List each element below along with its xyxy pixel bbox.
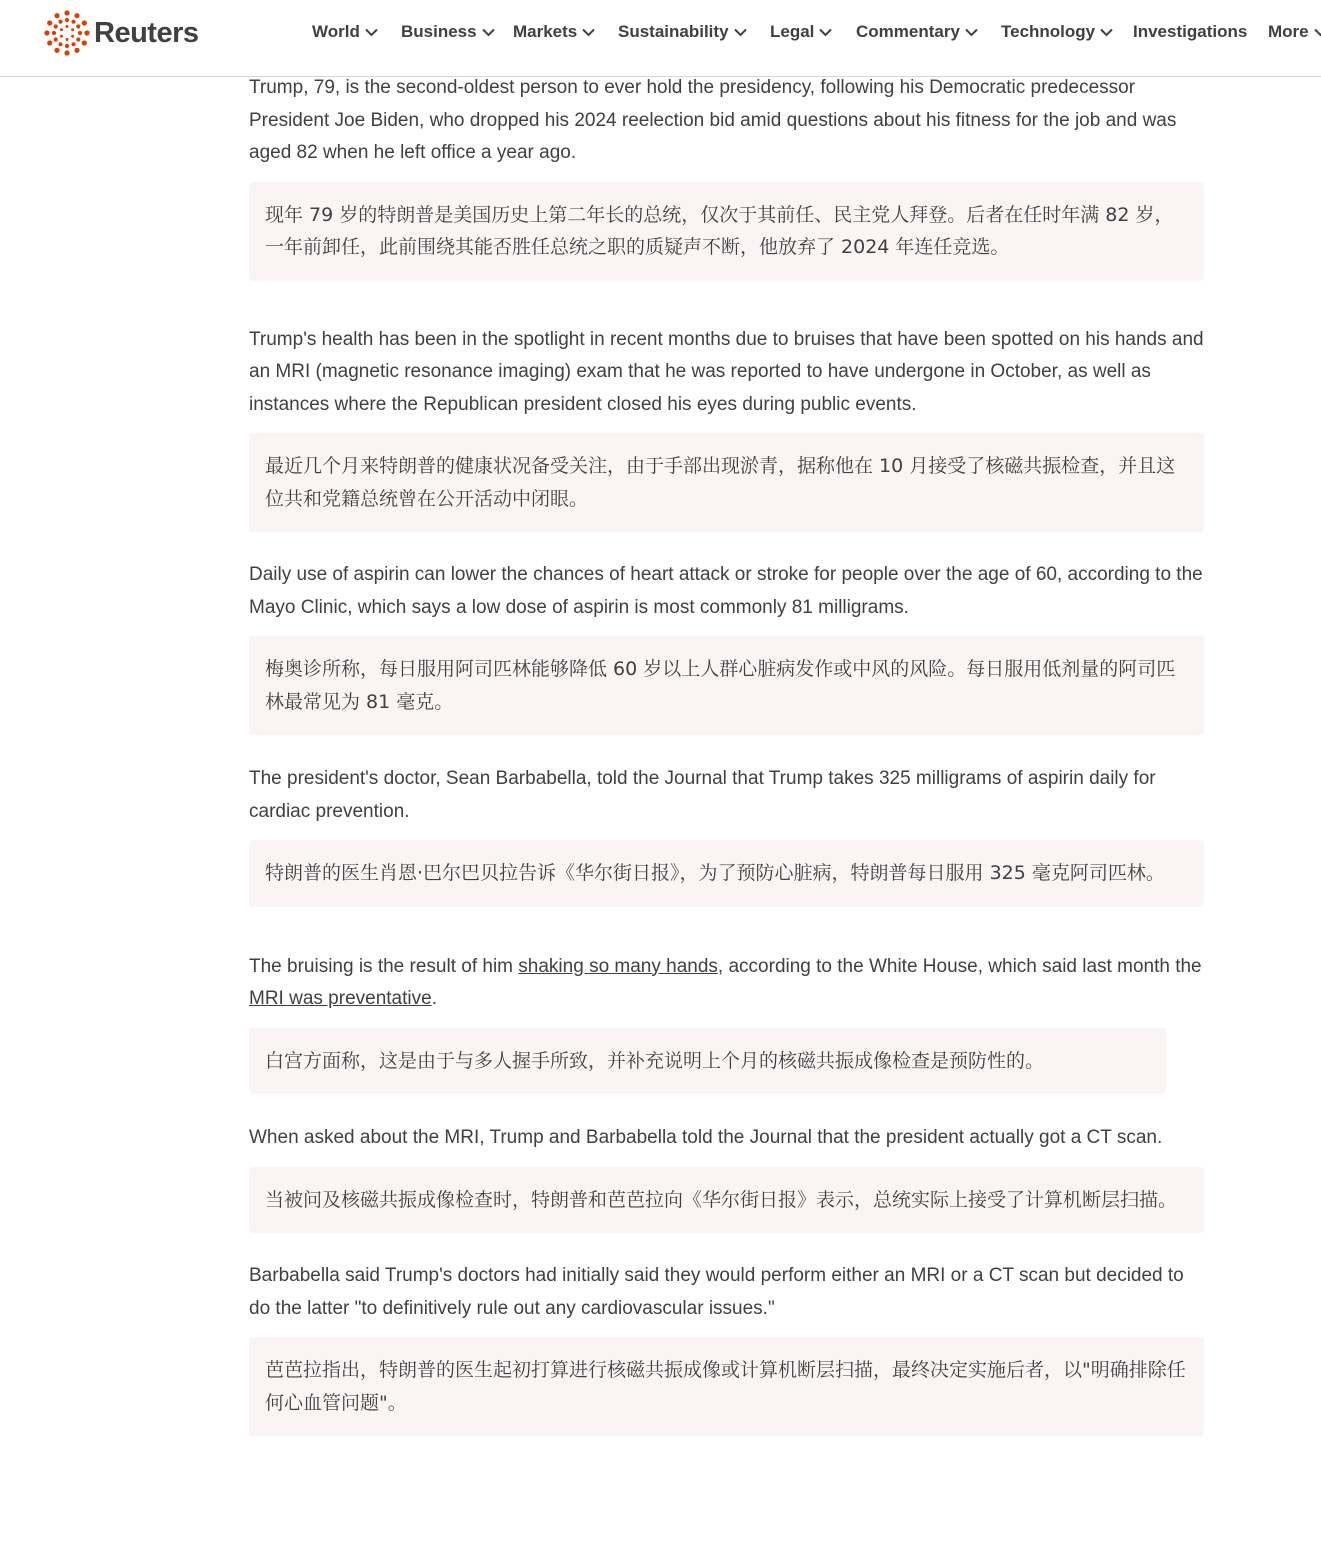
reuters-logo-icon	[44, 10, 90, 56]
chevron-down-icon	[734, 28, 747, 37]
translation-text: 当被问及核磁共振成像检查时，特朗普和芭芭拉向《华尔街日报》表示，总统实际上接受了计算机断层扫描。	[265, 1188, 1178, 1211]
article-paragraph: Trump, 79, is the second-oldest person to ever hold the presidency, following his Democratic predecessor President Joe Biden, who dropped his 2024 reelection bid amid questions about his fitness for the job and was aged 82 when he left office a year ago.	[249, 77, 1177, 163]
nav-item-label: Markets	[513, 22, 578, 41]
shaking-hands-link[interactable]: shaking so many hands	[518, 955, 718, 977]
nav-item-label: Technology	[1001, 22, 1096, 41]
article-paragraph: When asked about the MRI, Trump and Barbabella told the Journal that the president actually got a CT scan.	[249, 1127, 1163, 1148]
translation-block	[249, 433, 1204, 532]
translation-block	[249, 182, 1204, 281]
top-navigation-bar	[0, 0, 1321, 77]
nav-item-technology[interactable]	[1001, 22, 1113, 42]
chevron-down-icon	[582, 28, 595, 37]
translation-text: 特朗普的医生肖恩·巴尔巴贝拉告诉《华尔街日报》，为了预防心脏病，特朗普每日服用 325 毫克阿司匹林。	[265, 862, 1165, 884]
paragraph-text: , according to the White House, which said last month the	[717, 955, 1202, 977]
translation-block	[249, 1028, 1166, 1095]
nav-item-world[interactable]	[312, 22, 378, 42]
nav-item-business[interactable]	[401, 22, 495, 42]
nav-item-commentary[interactable]	[856, 22, 978, 42]
article-paragraph: Barbabella said Trump's doctors had initially said they would perform either an MRI or a CT scan but decided to do the latter "to definitively rule out any cardiovascular issues."	[249, 1265, 1184, 1319]
nav-item-label: Commentary	[856, 22, 960, 41]
chevron-down-icon	[482, 28, 495, 37]
nav-item-label: More	[1268, 22, 1309, 41]
chevron-down-icon	[1100, 28, 1113, 37]
reuters-logo[interactable]	[44, 10, 199, 56]
translation-text: 现年 79 岁的特朗普是美国历史上第二年长的总统，仅次于其前任、民主党人拜登。后者在任时年满 82 岁，一年前卸任，此前围绕其能否胜任总统之职的质疑声不断，他放弃了 2024 年连任竞选。	[265, 203, 1174, 258]
translation-text: 最近几个月来特朗普的健康状况备受关注，由于手部出现淤青，据称他在 10 月接受了核磁共振检查，并且这位共和党籍总统曾在公开活动中闭眼。	[265, 455, 1176, 510]
mri-preventative-link[interactable]: MRI was preventative	[249, 988, 432, 1009]
brand-name: Reuters	[94, 16, 199, 49]
article-paragraph: Daily use of aspirin can lower the chances of heart attack or stroke for people over the age of 60, according to the Mayo Clinic, which says a low dose of aspirin is most commonly 81 milligrams.	[249, 564, 1203, 618]
article-paragraph	[249, 951, 1204, 1016]
nav-item-legal[interactable]	[770, 22, 832, 42]
translation-block	[249, 1167, 1204, 1234]
chevron-down-icon	[1314, 28, 1321, 37]
nav-item-label: Legal	[770, 22, 815, 41]
nav-item-sustainability[interactable]	[618, 22, 747, 42]
nav-item-label: Investigations	[1133, 22, 1248, 41]
nav-item-label: World	[312, 22, 360, 41]
nav-item-more[interactable]	[1268, 22, 1321, 42]
translation-text: 梅奥诊所称，每日服用阿司匹林能够降低 60 岁以上人群心脏病发作或中风的风险。每日服用低剂量的阿司匹林最常见为 81 毫克。	[265, 658, 1176, 713]
nav-item-label: Sustainability	[618, 22, 729, 41]
translation-text: 白宫方面称，这是由于与多人握手所致，并补充说明上个月的核磁共振成像检查是预防性的。	[265, 1049, 1045, 1072]
nav-item-investigations[interactable]	[1133, 22, 1247, 42]
chevron-down-icon	[965, 28, 978, 37]
paragraph-text: .	[431, 988, 437, 1009]
article-paragraph: The president's doctor, Sean Barbabella, told the Journal that Trump takes 325 milligrams of aspirin daily for cardiac prevention.	[249, 768, 1156, 822]
translation-block	[249, 1337, 1204, 1436]
translation-block	[249, 840, 1204, 907]
paragraph-text: The bruising is the result of him	[249, 955, 519, 977]
chevron-down-icon	[819, 28, 832, 37]
article-body	[249, 72, 1204, 1436]
chevron-down-icon	[365, 28, 378, 37]
translation-block	[249, 636, 1204, 735]
nav-item-markets[interactable]	[513, 22, 595, 42]
article-paragraph: Trump's health has been in the spotlight in recent months due to bruises that have been spotted on his hands and an MRI (magnetic resonance imaging) exam that he was reported to have undergone in October, as well as instances where the Republican president closed his eyes during public events.	[249, 328, 1204, 415]
nav-item-label: Business	[401, 22, 477, 41]
translation-text: 芭芭拉指出，特朗普的医生起初打算进行核磁共振成像或计算机断层扫描，最终决定实施后者，以"明确排除任何心血管问题"。	[265, 1359, 1186, 1414]
